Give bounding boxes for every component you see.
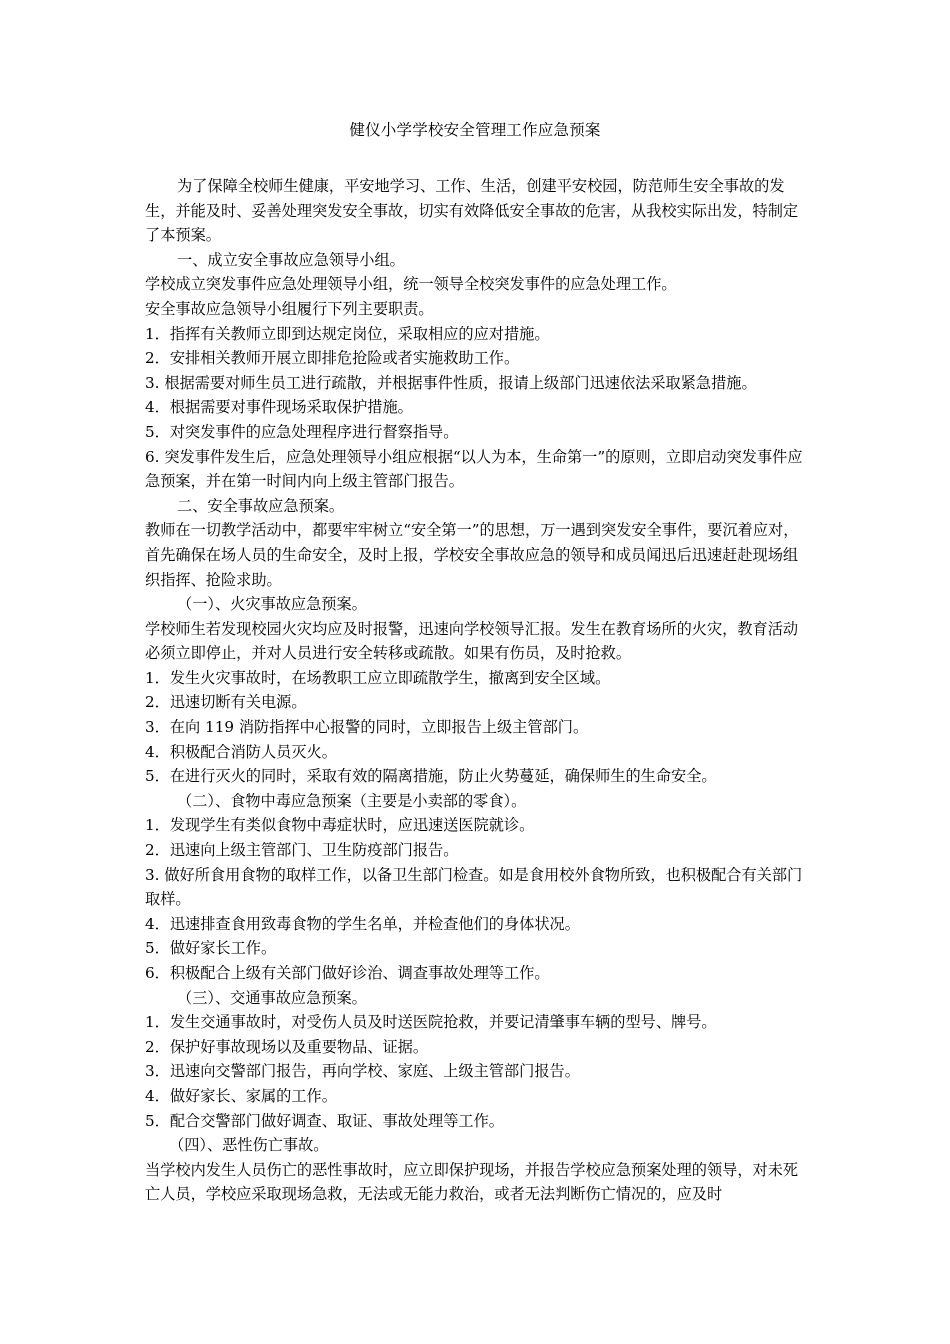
list-item: 5．配合交警部门做好调查、取证、事故处理等工作。	[145, 1111, 504, 1130]
list-item: 3．迅速向交警部门报告，再向学校、家庭、上级主管部门报告。	[145, 1062, 580, 1081]
list-item: 4．做好家长、家属的工作。	[145, 1086, 337, 1105]
body-paragraph: 学校成立突发事件应急处理领导小组，统一领导全校突发事件的应急处理工作。	[145, 275, 677, 294]
subsection-heading-food: （二）、食物中毒应急预案（主要是小卖部的零食）。	[177, 791, 527, 810]
body-paragraph: 学校师生若发现校园火灾均应及时报警，迅速向学校领导汇报。发生在教育场所的火灾，教育活动必须立即停止，并对人员进行安全转移或疏散。如果有伤员，及时抢救。	[145, 619, 799, 663]
list-item: 2．保护好事故现场以及重要物品、证据。	[145, 1037, 429, 1056]
body-paragraph: 教师在一切教学活动中，都要牢牢树立“安全第一”的思想，万一遇到突发安全事件，要沉着应对，首先确保在场人员的生命安全，及时上报，学校安全事故应急的领导和成员闻迅后迅速赶赴现场组织指挥、抢险求助。	[145, 521, 799, 589]
list-item: 2．迅速切断有关电源。	[145, 693, 307, 712]
subsection-heading-casualty: （四）、恶性伤亡事故。	[169, 1136, 329, 1155]
section-heading-1: 一、成立安全事故应急领导小组。	[177, 250, 405, 269]
body-paragraph: 安全事故应急领导小组履行下列主要职责。	[145, 299, 434, 318]
body-paragraph: 当学校内发生人员伤亡的恶性事故时，应立即保护现场，并报告学校应急预案处理的领导，对未死亡人员，学校应采取现场急救，无法或无能力救治，或者无法判断伤亡情况的，应及时	[145, 1160, 799, 1204]
list-item: 6. 突发事件发生后，应急处理领导小组应根据“以人为本，生命第一”的原则，立即启动突发事件应急预案，并在第一时间内向上级主管部门报告。	[145, 447, 803, 491]
list-item: 2．迅速向上级主管部门、卫生防疫部门报告。	[145, 841, 459, 860]
intro-paragraph: 为了保障全校师生健康，平安地学习、工作、生活，创建平安校园，防范师生安全事故的发生，并能及时、妥善处理突发安全事故，切实有效降低安全事故的危害，从我校实际出发，特制定了本预案。	[145, 177, 799, 245]
list-item: 5．在进行灭火的同时，采取有效的隔离措施，防止火势蔓延，确保师生的生命安全。	[145, 767, 717, 786]
list-item: 3. 根据需要对师生员工进行疏散，并根据事件性质，报请上级部门迅速依法采取紧急措施。	[145, 373, 757, 392]
list-item: 1．发现学生有类似食物中毒症状时，应迅速送医院就诊。	[145, 816, 535, 835]
list-item: 1．指挥有关教师立即到达规定岗位，采取相应的应对措施。	[145, 324, 550, 343]
list-item: 4．根据需要对事件现场采取保护措施。	[145, 398, 413, 417]
list-item: 1．发生交通事故时，对受伤人员及时送医院抢救，并要记清肇事车辆的型号、牌号。	[145, 1013, 717, 1032]
list-item: 6．积极配合上级有关部门做好诊治、调查事故处理等工作。	[145, 964, 550, 982]
list-item: 4．积极配合消防人员灭火。	[145, 742, 337, 761]
list-item: 5．做好家长工作。	[145, 939, 277, 958]
subsection-heading-traffic: （三）、交通事故应急预案。	[177, 988, 367, 1007]
document-body	[145, 174, 810, 1207]
list-item: 4．迅速排查食用致毒食物的学生名单，并检查他们的身体状况。	[145, 914, 580, 933]
subsection-heading-fire: （一）、火灾事故应急预案。	[177, 595, 367, 614]
document-title: 健仪小学学校安全管理工作应急预案	[349, 121, 601, 139]
list-item: 3. 做好所食用食物的取样工作，以备卫生部门检查。如是食用校外食物所致，也积极配合有关部门取样。	[145, 865, 803, 909]
list-item: 5．对突发事件的应急处理程序进行督察指导。	[145, 422, 459, 441]
list-item: 2．安排相关教师开展立即排危抢险或者实施救助工作。	[145, 349, 520, 368]
list-item: 1．发生火灾事故时，在场教职工应立即疏散学生，撤离到安全区域。	[145, 668, 611, 687]
section-heading-2: 二、安全事故应急预案。	[177, 496, 345, 515]
list-item: 3．在向 119 消防指挥中心报警的同时，立即报告上级主管部门。	[145, 718, 589, 737]
